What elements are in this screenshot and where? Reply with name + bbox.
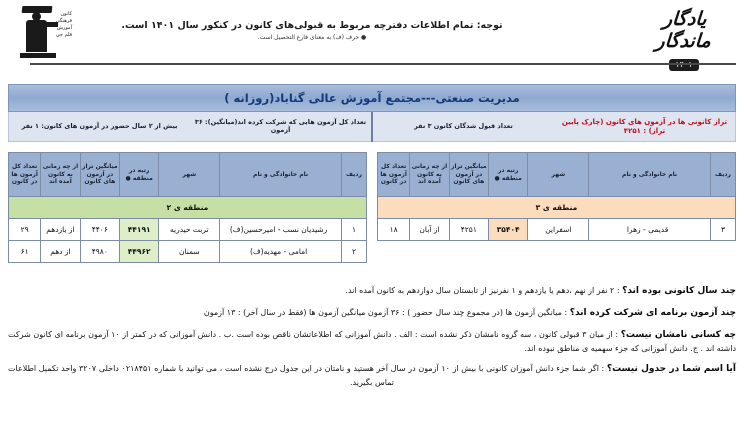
table-region-2 [8,152,367,263]
cell-radif: ۲ [341,241,366,263]
stats-divider [371,112,373,142]
table-row [9,219,367,241]
stat-more-than-two-years: بیش از ۲ سال حضور در آزمون های کانون: ۱ نفر [21,121,178,130]
table-region-3-block [377,152,736,263]
cell-count: ۲۹ [9,219,41,241]
cell-name: رشیدیان نسب - امیرحسین(ف) [220,219,342,241]
col-rank: رتبه در منطقه ● [120,153,159,197]
cell-city: اسفراین [528,219,589,241]
cell-avg: ۴۲۵۱ [449,219,488,241]
logo-word-3: قلم چی [55,32,72,38]
logo-word-0: کانون [60,11,72,17]
cell-name: قدیمی - زهرا [589,219,711,241]
table-region-3 [377,152,736,241]
table-region-2-block [8,152,367,263]
header-divider [30,63,736,65]
cell-city: تربت حیدریه [159,219,220,241]
col-name: نام خانوادگی و نام [220,153,342,197]
faq-question-years: چند سال کانونی بوده اند؟ [622,286,736,296]
region-header-row [378,197,736,219]
col-city: شهر [159,153,220,197]
header-note [0,20,624,41]
faq-answer-years: : ۲ نفر از نهم ،دهم یا یازدهم و ۱ نفرنیز از تابستان سال دوازدهم به کانون آمده اند. [345,286,623,295]
stat-accepted-count: تعداد قبول شدگان کانون ۳ نفر [414,121,513,130]
col-count: تعداد کل آزمون ها در کانون [378,153,410,197]
col-radif: ردیف [341,153,366,197]
cell-radif: ۳ [710,219,735,241]
cell-since: از دهم [41,241,80,263]
region-header-row [9,197,367,219]
logo-word-1: فرهنگی [55,18,72,24]
cell-rank: ۴۴۹۶۲ [120,241,159,263]
yadegar-mandegar-logo [634,8,734,62]
table-header-row [378,153,736,197]
col-radif: ردیف [710,153,735,197]
brand-wordmark: یادگار ماندگار [654,8,712,52]
col-since: از چه زمانی به کانون آمده اند [41,153,80,197]
faq-question-contact: آیا اسم شما در جدول نیست؟ [606,364,736,375]
col-count: تعداد کل آزمون ها در کانون [9,153,41,197]
stat-traz: تراز کانونی ها در آزمون های کانون (چارک پایین تراز) : ۴۲۵۱ [561,118,728,135]
cell-radif: ۱ [341,219,366,241]
cell-avg: ۴۹۸۰ [80,241,119,263]
cell-since: از آبان [410,219,449,241]
stat-total-exams: تعداد کل آزمون هایی که شرکت کرده اند(میانگین): ۳۶ آزمون [194,117,367,134]
col-name: نام خانوادگی و نام [589,153,711,197]
logo-base-shape [20,53,56,58]
region-3-label: منطقه ی ۳ [378,197,736,219]
cell-count: ۱۸ [378,219,410,241]
cell-rank: ۳۵۴۰۴ [489,219,528,241]
col-city: شهر [528,153,589,197]
brand-year-badge [669,59,698,71]
col-rank: رتبه در منطقه ● [489,153,528,197]
col-since: از چه زمانی به کانون آمده اند [410,153,449,197]
cell-name: امامی - مهدیه(ف) [220,241,342,263]
page-header [0,0,744,72]
col-avg: میانگین تراز در آزمون های کانون [80,153,119,197]
faq-answer-contact: : اگر شما جزء دانش آموزان کانونی با بیش از ۱۰ آزمون در سال آخر هستید و نامتان در این جدول درج نشده است ، می توانید با شماره ۰۲۱۸۴۵۱ داخلی ۳۲۰۷ واحد تکمیل اطلاعات تماس بگیرید. [8,364,607,388]
faq-answer-missing-names: : از میان ۳ قبولی کانون ، سه گروه نامشان ذکر نشده است : الف . دانش آموزانی که اطلاعاتشان ناقص بوده است .ب . دانش آموزانی که در کمتر از ۱۰ آزمون برنامه ای کانون شرکت داشته اند . ج. دانش آموزانی که جزء سهمیه ی مناطق نبوده اند. [8,329,736,353]
faq-item-years [8,285,736,299]
faq-item-missing-names [8,329,736,355]
table-row [9,241,367,263]
results-tables [8,152,736,263]
col-avg: میانگین تراز در آزمون های کانون [449,153,488,197]
header-note-sub: ● حرف (ف) به معنای فارغ التحصیل است. [257,34,367,41]
faq-question-exams: چند آزمون برنامه ای شرکت کرده اند؟ [569,307,736,318]
cell-count: ۶۱ [9,241,41,263]
faq-item-exams [8,307,736,321]
header-note-main: توجه: تمام اطلاعات دفترچه مربوط به قبولی‌های کانون در کنکور سال ۱۴۰۱ است. [121,20,503,31]
table-row [378,219,736,241]
faq-question-missing-names: چه کسانی نامشان نیست؟ [620,329,737,340]
cell-city: سمنان [159,241,220,263]
major-title-bar [8,84,736,112]
faq-answer-exams: : میانگین آزمون ها (در مجموع چند سال حضور ) : ۳۶ آزمون میانگین آزمون ها (فقط در سال آخر) : ۱۳ آزمون [203,307,570,317]
cell-rank: ۴۴۱۹۱ [120,219,159,241]
cell-avg: ۴۴۰۶ [80,219,119,241]
cell-since: از یازدهم [41,219,80,241]
summary-stats-bar [8,112,736,142]
region-2-label: منطقه ی ۲ [9,197,367,219]
faq-item-contact [8,363,736,389]
faq-section [8,285,736,390]
table-header-row [9,153,367,197]
major-title: مدیریت صنعتی---مجتمع آموزش عالی گناباد(روزانه ) [224,91,520,105]
logo-word-2: آموزش [56,25,72,31]
